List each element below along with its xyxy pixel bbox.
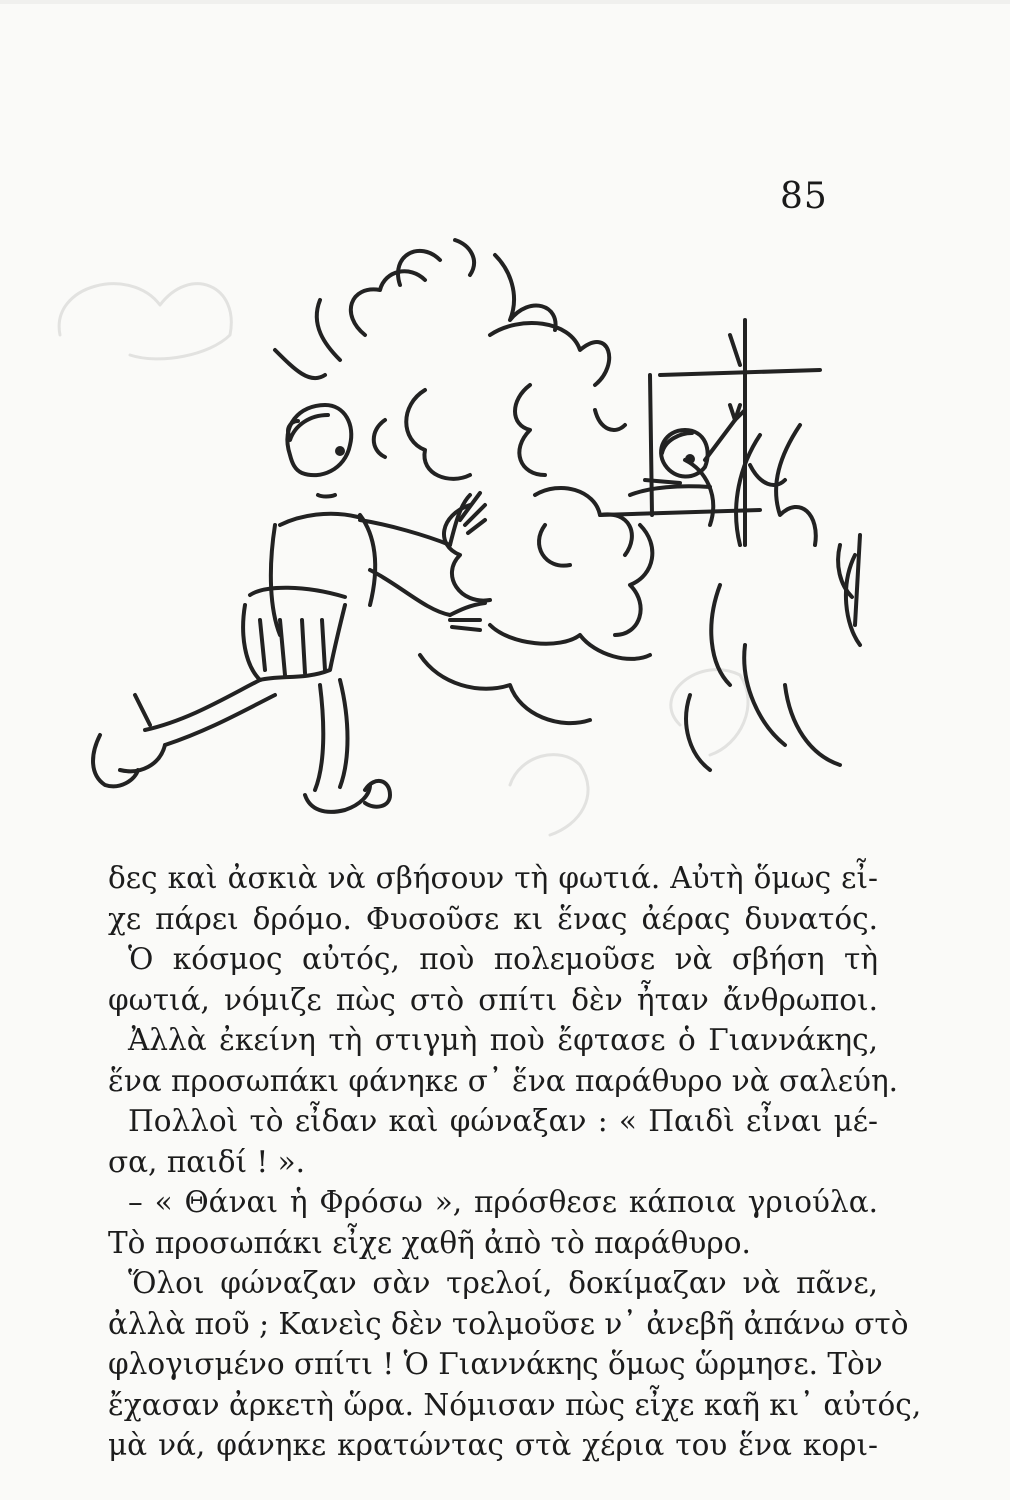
text-line: Τὸ προσωπάκι εἶχε χαθῆ ἀπὸ τὸ παράθυρο. (108, 1225, 751, 1260)
text-line: Ὁ κόσμος αὐτός, ποὺ πολεμοῦσε νὰ σβήση τὴ (128, 942, 878, 976)
body-text (108, 858, 922, 1466)
text-line: – « Θάναι ἡ Φρόσω », πρόσθεσε κάποια γριούλα. (128, 1185, 878, 1219)
text-line: Ὅλοι φώναζαν σὰν τρελοί, δοκίμαζαν νὰ πᾶνε, (128, 1266, 878, 1300)
child-in-window (630, 405, 745, 495)
text-line: σα, παιδί ! ». (108, 1144, 306, 1179)
text-line: φλογισμένο σπίτι ! Ὁ Γιαννάκης ὅμως ὥρμησε. Τὸν (108, 1347, 883, 1381)
smoke-and-flames (275, 240, 860, 770)
boy-running-to-burning-house-illustration (40, 225, 890, 850)
text-line: μὰ νά, φάνηκε κρατώντας στὰ χέρια του ἕνα κορι- (108, 1428, 878, 1462)
page-edge (0, 0, 1010, 4)
text-line: δες καὶ ἀσκιὰ νὰ σβήσουν τὴ φωτιά. Αὐτὴ ὅμως εἶ- (108, 861, 878, 895)
text-line: Πολλοὶ τὸ εἶδαν καὶ φώναξαν : « Παιδὶ εἶναι μέ- (128, 1104, 878, 1138)
text-line: φωτιά, νόμιζε πὼς στὸ σπίτι δὲν ἦταν ἄνθρωποι. (108, 982, 878, 1017)
text-line: ἔχασαν ἀρκετὴ ὥρα. Νόμισαν πὼς εἶχε καῆ κι᾽ αὐτός, (108, 1387, 922, 1422)
page-number: 85 (780, 176, 828, 217)
text-line: Ἀλλὰ ἐκείνη τὴ στιγμὴ ποὺ ἔφτασε ὁ Γιαννάκης, (128, 1023, 878, 1057)
text-line: ἀλλὰ ποῦ ; Κανεὶς δὲν τολμοῦσε ν᾽ ἀνεβῆ ἀπάνω στὸ (108, 1306, 909, 1341)
text-line: ἕνα προσωπάκι φάνηκε σ᾽ ἕνα παράθυρο νὰ σαλεύη. (108, 1063, 899, 1098)
text-line: χε πάρει δρόμο. Φυσοῦσε κι ἕνας ἀέρας δυνατός. (108, 901, 878, 936)
